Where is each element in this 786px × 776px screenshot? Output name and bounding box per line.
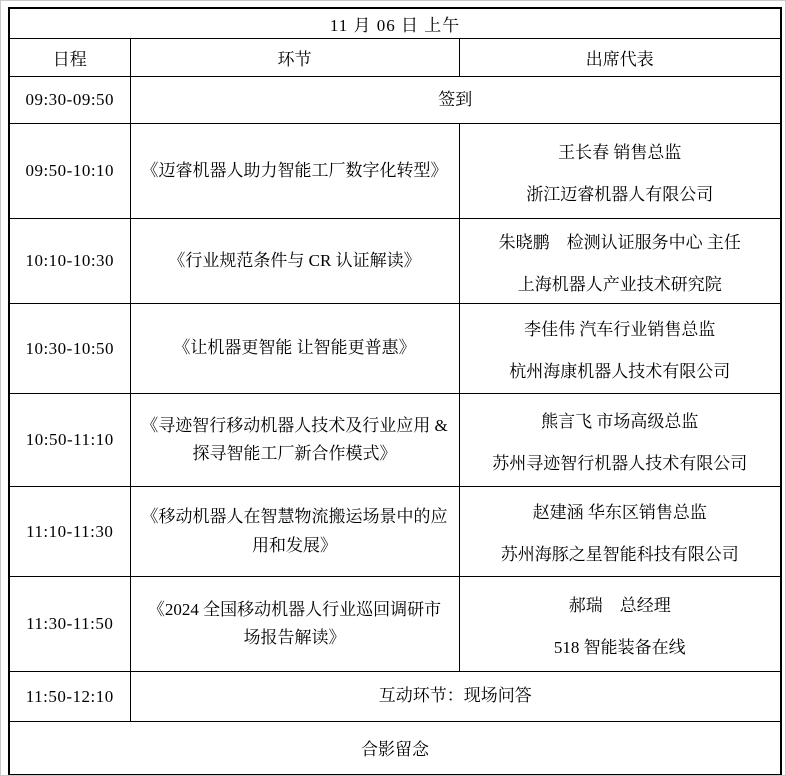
speaker-name-title: 赵建涵 华东区销售总监 (532, 503, 707, 522)
representative-cell (459, 487, 781, 577)
speaker-company: 苏州寻迹智行机器人技术有限公司 (492, 453, 748, 473)
speaker-company: 杭州海康机器人技术有限公司 (509, 362, 731, 381)
table-row (9, 394, 781, 487)
speaker-name-title: 熊言飞 市场高级总监 (541, 411, 699, 431)
time-cell: 10:10-10:30 (9, 219, 130, 304)
footer-cell: 合影留念 (9, 722, 781, 775)
time-cell: 11:50-12:10 (9, 672, 130, 722)
speaker-name-title: 王长春 销售总监 (558, 142, 682, 162)
table-row (9, 219, 781, 304)
session-cell-merged: 签到 (130, 77, 781, 124)
speaker-name-title: 李佳伟 汽车行业销售总监 (524, 320, 716, 339)
table-row (9, 77, 781, 124)
representative-cell (459, 577, 781, 672)
schedule-table (8, 7, 782, 776)
speaker-company: 苏州海豚之星智能科技有限公司 (500, 545, 739, 564)
table-row (9, 304, 781, 394)
representative-cell (459, 219, 781, 304)
table-row (9, 672, 781, 722)
time-cell: 09:50-10:10 (9, 124, 130, 219)
table-row-title (9, 8, 781, 39)
table-row (9, 487, 781, 577)
time-cell: 10:30-10:50 (9, 304, 130, 394)
session-cell-merged: 互动环节：现场问答 (130, 672, 781, 722)
table-footer-row (9, 722, 781, 775)
table-header-row (9, 39, 781, 77)
column-header-schedule: 日程 (9, 39, 130, 77)
speaker-name-title: 朱晓鹏 检测认证服务中心 主任 (498, 232, 741, 252)
session-cell: 《寻迹智行移动机器人技术及行业应用 & 探寻智能工厂新合作模式》 (130, 394, 459, 487)
column-header-session: 环节 (130, 39, 459, 77)
column-header-representatives: 出席代表 (459, 39, 781, 77)
speaker-company: 上海机器人产业技术研究院 (517, 274, 722, 294)
session-cell: 《移动机器人在智慧物流搬运场景中的应用和发展》 (130, 487, 459, 577)
table-title: 11 月 06 日 上午 (9, 8, 781, 39)
speaker-name-title: 郝瑞 总经理 (568, 595, 671, 615)
session-cell: 《迈睿机器人助力智能工厂数字化转型》 (130, 124, 459, 219)
representative-cell (459, 124, 781, 219)
session-cell: 《让机器更智能 让智能更普惠》 (130, 304, 459, 394)
table-row (9, 124, 781, 219)
speaker-company: 浙江迈睿机器人有限公司 (526, 184, 714, 204)
speaker-company: 518 智能装备在线 (553, 637, 686, 657)
session-cell: 《2024 全国移动机器人行业巡回调研市场报告解读》 (130, 577, 459, 672)
session-cell: 《行业规范条件与 CR 认证解读》 (130, 219, 459, 304)
representative-cell (459, 394, 781, 487)
representative-cell (459, 304, 781, 394)
time-cell: 11:10-11:30 (9, 487, 130, 577)
time-cell: 09:30-09:50 (9, 77, 130, 124)
time-cell: 11:30-11:50 (9, 577, 130, 672)
table-row (9, 577, 781, 672)
time-cell: 10:50-11:10 (9, 394, 130, 487)
